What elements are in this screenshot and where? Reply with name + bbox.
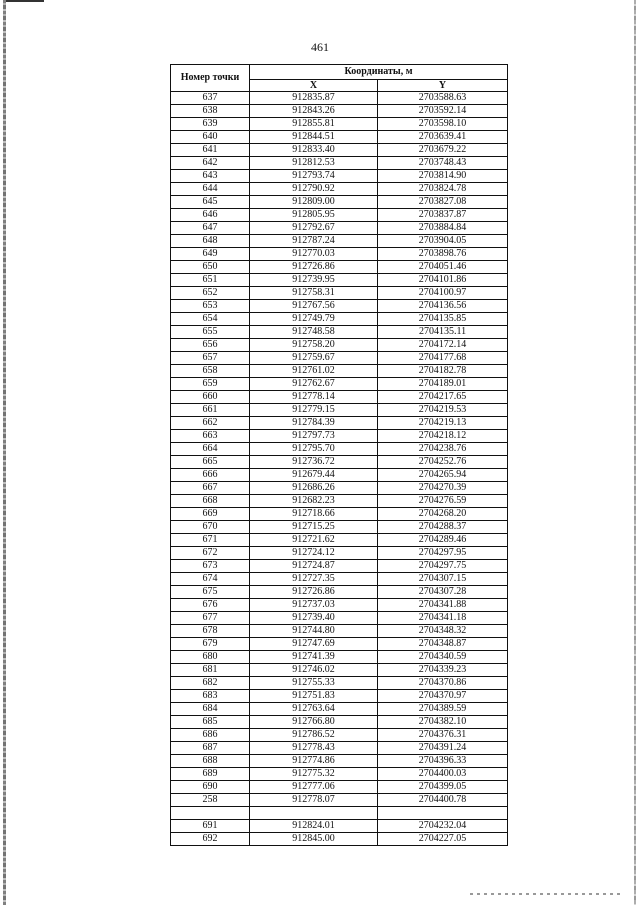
table-row — [171, 573, 508, 586]
x-cell: 912721.62 — [250, 534, 378, 547]
point-number-cell: 676 — [171, 599, 250, 612]
y-cell: 2704307.28 — [378, 586, 508, 599]
table-row — [171, 703, 508, 716]
x-cell: 912766.80 — [250, 716, 378, 729]
point-number-cell: 644 — [171, 183, 250, 196]
x-cell: 912758.20 — [250, 339, 378, 352]
y-cell: 2704340.59 — [378, 651, 508, 664]
table-row — [171, 625, 508, 638]
y-cell: 2704370.86 — [378, 677, 508, 690]
y-cell: 2704232.04 — [378, 820, 508, 833]
table-row — [171, 391, 508, 404]
point-number-cell: 650 — [171, 261, 250, 274]
x-cell: 912795.70 — [250, 443, 378, 456]
table-row — [171, 807, 508, 820]
table-row — [171, 274, 508, 287]
x-cell: 912775.32 — [250, 768, 378, 781]
point-number-cell: 651 — [171, 274, 250, 287]
x-cell: 912833.40 — [250, 144, 378, 157]
y-cell: 2704177.68 — [378, 352, 508, 365]
point-number-cell: 692 — [171, 833, 250, 846]
y-cell: 2704396.33 — [378, 755, 508, 768]
table-row — [171, 729, 508, 742]
y-cell: 2704341.88 — [378, 599, 508, 612]
table-row — [171, 833, 508, 846]
table-row — [171, 222, 508, 235]
table-body — [171, 92, 508, 846]
point-number-cell: 671 — [171, 534, 250, 547]
y-cell: 2703588.63 — [378, 92, 508, 105]
table-row — [171, 768, 508, 781]
x-cell: 912786.52 — [250, 729, 378, 742]
scan-edge-right — [634, 0, 636, 905]
x-cell: 912767.56 — [250, 300, 378, 313]
y-cell: 2704389.59 — [378, 703, 508, 716]
y-cell: 2704136.56 — [378, 300, 508, 313]
y-cell: 2703639.41 — [378, 131, 508, 144]
y-cell: 2704182.78 — [378, 365, 508, 378]
point-number-cell: 684 — [171, 703, 250, 716]
y-cell: 2703814.90 — [378, 170, 508, 183]
point-number-cell: 649 — [171, 248, 250, 261]
y-cell: 2703592.14 — [378, 105, 508, 118]
table-row — [171, 287, 508, 300]
point-number-cell: 656 — [171, 339, 250, 352]
point-number-cell: 678 — [171, 625, 250, 638]
table-row — [171, 404, 508, 417]
x-cell: 912744.80 — [250, 625, 378, 638]
table-row — [171, 261, 508, 274]
x-cell: 912805.95 — [250, 209, 378, 222]
x-cell: 912741.39 — [250, 651, 378, 664]
y-cell: 2703748.43 — [378, 157, 508, 170]
x-cell: 912737.03 — [250, 599, 378, 612]
y-cell: 2703679.22 — [378, 144, 508, 157]
y-cell: 2703904.05 — [378, 235, 508, 248]
y-cell: 2703898.76 — [378, 248, 508, 261]
table-row — [171, 105, 508, 118]
x-cell: 912812.53 — [250, 157, 378, 170]
point-number-cell: 688 — [171, 755, 250, 768]
x-cell: 912790.92 — [250, 183, 378, 196]
x-cell: 912809.00 — [250, 196, 378, 209]
point-number-cell: 663 — [171, 430, 250, 443]
table-row — [171, 365, 508, 378]
point-number-cell: 652 — [171, 287, 250, 300]
table-row — [171, 417, 508, 430]
x-cell: 912724.12 — [250, 547, 378, 560]
x-cell: 912774.86 — [250, 755, 378, 768]
table-row — [171, 196, 508, 209]
y-cell: 2704339.23 — [378, 664, 508, 677]
point-number-cell: 643 — [171, 170, 250, 183]
x-cell: 912844.51 — [250, 131, 378, 144]
y-cell: 2704265.94 — [378, 469, 508, 482]
x-cell: 912715.25 — [250, 521, 378, 534]
x-cell: 912855.81 — [250, 118, 378, 131]
table-row — [171, 248, 508, 261]
y-cell: 2703598.10 — [378, 118, 508, 131]
coordinates-table — [170, 64, 508, 846]
point-number-cell: 679 — [171, 638, 250, 651]
table-row — [171, 521, 508, 534]
x-cell: 912779.15 — [250, 404, 378, 417]
y-cell: 2704100.97 — [378, 287, 508, 300]
table-row — [171, 781, 508, 794]
x-cell: 912778.43 — [250, 742, 378, 755]
y-cell: 2704189.01 — [378, 378, 508, 391]
y-cell: 2704289.46 — [378, 534, 508, 547]
point-number-cell: 645 — [171, 196, 250, 209]
point-number-cell: 666 — [171, 469, 250, 482]
table-row — [171, 300, 508, 313]
y-cell: 2704135.11 — [378, 326, 508, 339]
point-number-cell: 641 — [171, 144, 250, 157]
point-number-cell: 685 — [171, 716, 250, 729]
table-row — [171, 339, 508, 352]
point-number-cell: 682 — [171, 677, 250, 690]
y-cell: 2704400.03 — [378, 768, 508, 781]
y-cell: 2704227.05 — [378, 833, 508, 846]
table-row — [171, 183, 508, 196]
y-cell: 2704172.14 — [378, 339, 508, 352]
x-cell: 912843.26 — [250, 105, 378, 118]
table-row — [171, 534, 508, 547]
x-cell: 912797.73 — [250, 430, 378, 443]
point-number-cell: 672 — [171, 547, 250, 560]
point-number-cell: 658 — [171, 365, 250, 378]
x-cell: 912770.03 — [250, 248, 378, 261]
y-cell: 2704101.86 — [378, 274, 508, 287]
y-cell: 2704382.10 — [378, 716, 508, 729]
x-cell: 912748.58 — [250, 326, 378, 339]
x-cell: 912686.26 — [250, 482, 378, 495]
x-cell: 912761.02 — [250, 365, 378, 378]
table-row — [171, 820, 508, 833]
table-row — [171, 170, 508, 183]
y-cell: 2704297.75 — [378, 560, 508, 573]
table-row — [171, 612, 508, 625]
table-row — [171, 157, 508, 170]
x-cell: 912755.33 — [250, 677, 378, 690]
point-number-cell: 639 — [171, 118, 250, 131]
point-number-cell: 646 — [171, 209, 250, 222]
point-number-cell: 689 — [171, 768, 250, 781]
x-cell: 912759.67 — [250, 352, 378, 365]
x-cell: 912746.02 — [250, 664, 378, 677]
point-number-header: Номер точки — [171, 65, 250, 92]
table-row — [171, 716, 508, 729]
point-number-cell: 258 — [171, 794, 250, 807]
y-cell: 2704376.31 — [378, 729, 508, 742]
table-row — [171, 482, 508, 495]
table-row — [171, 443, 508, 456]
x-cell: 912726.86 — [250, 261, 378, 274]
x-cell: 912727.35 — [250, 573, 378, 586]
point-number-cell: 654 — [171, 313, 250, 326]
x-cell: 912747.69 — [250, 638, 378, 651]
x-cell: 912778.07 — [250, 794, 378, 807]
x-header: X — [250, 80, 378, 92]
table-row — [171, 677, 508, 690]
point-number-cell: 637 — [171, 92, 250, 105]
x-cell: 912751.83 — [250, 690, 378, 703]
y-cell: 2704219.13 — [378, 417, 508, 430]
table-row — [171, 209, 508, 222]
point-number-cell: 661 — [171, 404, 250, 417]
y-cell: 2704399.05 — [378, 781, 508, 794]
y-cell: 2704348.87 — [378, 638, 508, 651]
point-number-cell: 653 — [171, 300, 250, 313]
x-cell: 912724.87 — [250, 560, 378, 573]
x-cell — [250, 807, 378, 820]
table-row — [171, 235, 508, 248]
y-header: Y — [378, 80, 508, 92]
x-cell: 912679.44 — [250, 469, 378, 482]
table-row — [171, 586, 508, 599]
table-row — [171, 313, 508, 326]
point-number-cell: 662 — [171, 417, 250, 430]
x-cell: 912739.40 — [250, 612, 378, 625]
x-cell: 912777.06 — [250, 781, 378, 794]
point-number-cell: 665 — [171, 456, 250, 469]
y-cell: 2704370.97 — [378, 690, 508, 703]
y-cell: 2704270.39 — [378, 482, 508, 495]
y-cell: 2704276.59 — [378, 495, 508, 508]
scan-edge-left — [3, 0, 6, 905]
table-row — [171, 495, 508, 508]
point-number-cell — [171, 807, 250, 820]
table-row — [171, 508, 508, 521]
x-cell: 912835.87 — [250, 92, 378, 105]
table-row — [171, 794, 508, 807]
y-cell: 2704218.12 — [378, 430, 508, 443]
y-cell: 2704307.15 — [378, 573, 508, 586]
x-cell: 912792.67 — [250, 222, 378, 235]
point-number-cell: 687 — [171, 742, 250, 755]
y-cell: 2703824.78 — [378, 183, 508, 196]
table-row — [171, 469, 508, 482]
y-cell: 2704348.32 — [378, 625, 508, 638]
x-cell: 912824.01 — [250, 820, 378, 833]
x-cell: 912736.72 — [250, 456, 378, 469]
x-cell: 912787.24 — [250, 235, 378, 248]
table-row — [171, 118, 508, 131]
table-row — [171, 742, 508, 755]
point-number-cell: 647 — [171, 222, 250, 235]
x-cell: 912845.00 — [250, 833, 378, 846]
scan-top-mark — [6, 0, 44, 2]
y-cell: 2704135.85 — [378, 313, 508, 326]
point-number-cell: 648 — [171, 235, 250, 248]
y-cell: 2704341.18 — [378, 612, 508, 625]
x-cell: 912793.74 — [250, 170, 378, 183]
scan-bottom-noise — [470, 893, 620, 895]
point-number-cell: 673 — [171, 560, 250, 573]
point-number-cell: 670 — [171, 521, 250, 534]
y-cell — [378, 807, 508, 820]
point-number-cell: 686 — [171, 729, 250, 742]
table-row — [171, 599, 508, 612]
table-row — [171, 638, 508, 651]
point-number-cell: 667 — [171, 482, 250, 495]
table-row — [171, 352, 508, 365]
point-number-cell: 681 — [171, 664, 250, 677]
point-number-cell: 659 — [171, 378, 250, 391]
y-cell: 2704217.65 — [378, 391, 508, 404]
coordinates-header: Координаты, м — [250, 65, 508, 80]
table-row — [171, 144, 508, 157]
x-cell: 912784.39 — [250, 417, 378, 430]
table-row — [171, 131, 508, 144]
y-cell: 2704288.37 — [378, 521, 508, 534]
point-number-cell: 675 — [171, 586, 250, 599]
point-number-cell: 660 — [171, 391, 250, 404]
point-number-cell: 655 — [171, 326, 250, 339]
x-cell: 912739.95 — [250, 274, 378, 287]
point-number-cell: 638 — [171, 105, 250, 118]
table-row — [171, 651, 508, 664]
table-row — [171, 664, 508, 677]
y-cell: 2704252.76 — [378, 456, 508, 469]
point-number-cell: 691 — [171, 820, 250, 833]
y-cell: 2704268.20 — [378, 508, 508, 521]
table-row — [171, 755, 508, 768]
y-cell: 2703827.08 — [378, 196, 508, 209]
point-number-cell: 674 — [171, 573, 250, 586]
y-cell: 2704297.95 — [378, 547, 508, 560]
x-cell: 912763.64 — [250, 703, 378, 716]
x-cell: 912749.79 — [250, 313, 378, 326]
y-cell: 2704051.46 — [378, 261, 508, 274]
point-number-cell: 642 — [171, 157, 250, 170]
x-cell: 912682.23 — [250, 495, 378, 508]
y-cell: 2703837.87 — [378, 209, 508, 222]
point-number-cell: 640 — [171, 131, 250, 144]
y-cell: 2704219.53 — [378, 404, 508, 417]
point-number-cell: 668 — [171, 495, 250, 508]
table-row — [171, 560, 508, 573]
table-row — [171, 547, 508, 560]
y-cell: 2704238.76 — [378, 443, 508, 456]
y-cell: 2704391.24 — [378, 742, 508, 755]
table-row — [171, 92, 508, 105]
y-cell: 2703884.84 — [378, 222, 508, 235]
point-number-cell: 683 — [171, 690, 250, 703]
x-cell: 912762.67 — [250, 378, 378, 391]
x-cell: 912758.31 — [250, 287, 378, 300]
table-row — [171, 456, 508, 469]
table-row — [171, 326, 508, 339]
table-row — [171, 430, 508, 443]
x-cell: 912726.86 — [250, 586, 378, 599]
table-row — [171, 690, 508, 703]
point-number-cell: 680 — [171, 651, 250, 664]
point-number-cell: 677 — [171, 612, 250, 625]
point-number-cell: 669 — [171, 508, 250, 521]
point-number-cell: 690 — [171, 781, 250, 794]
x-cell: 912778.14 — [250, 391, 378, 404]
y-cell: 2704400.78 — [378, 794, 508, 807]
page-number: 461 — [311, 40, 329, 54]
point-number-cell: 657 — [171, 352, 250, 365]
point-number-cell: 664 — [171, 443, 250, 456]
x-cell: 912718.66 — [250, 508, 378, 521]
table-row — [171, 378, 508, 391]
